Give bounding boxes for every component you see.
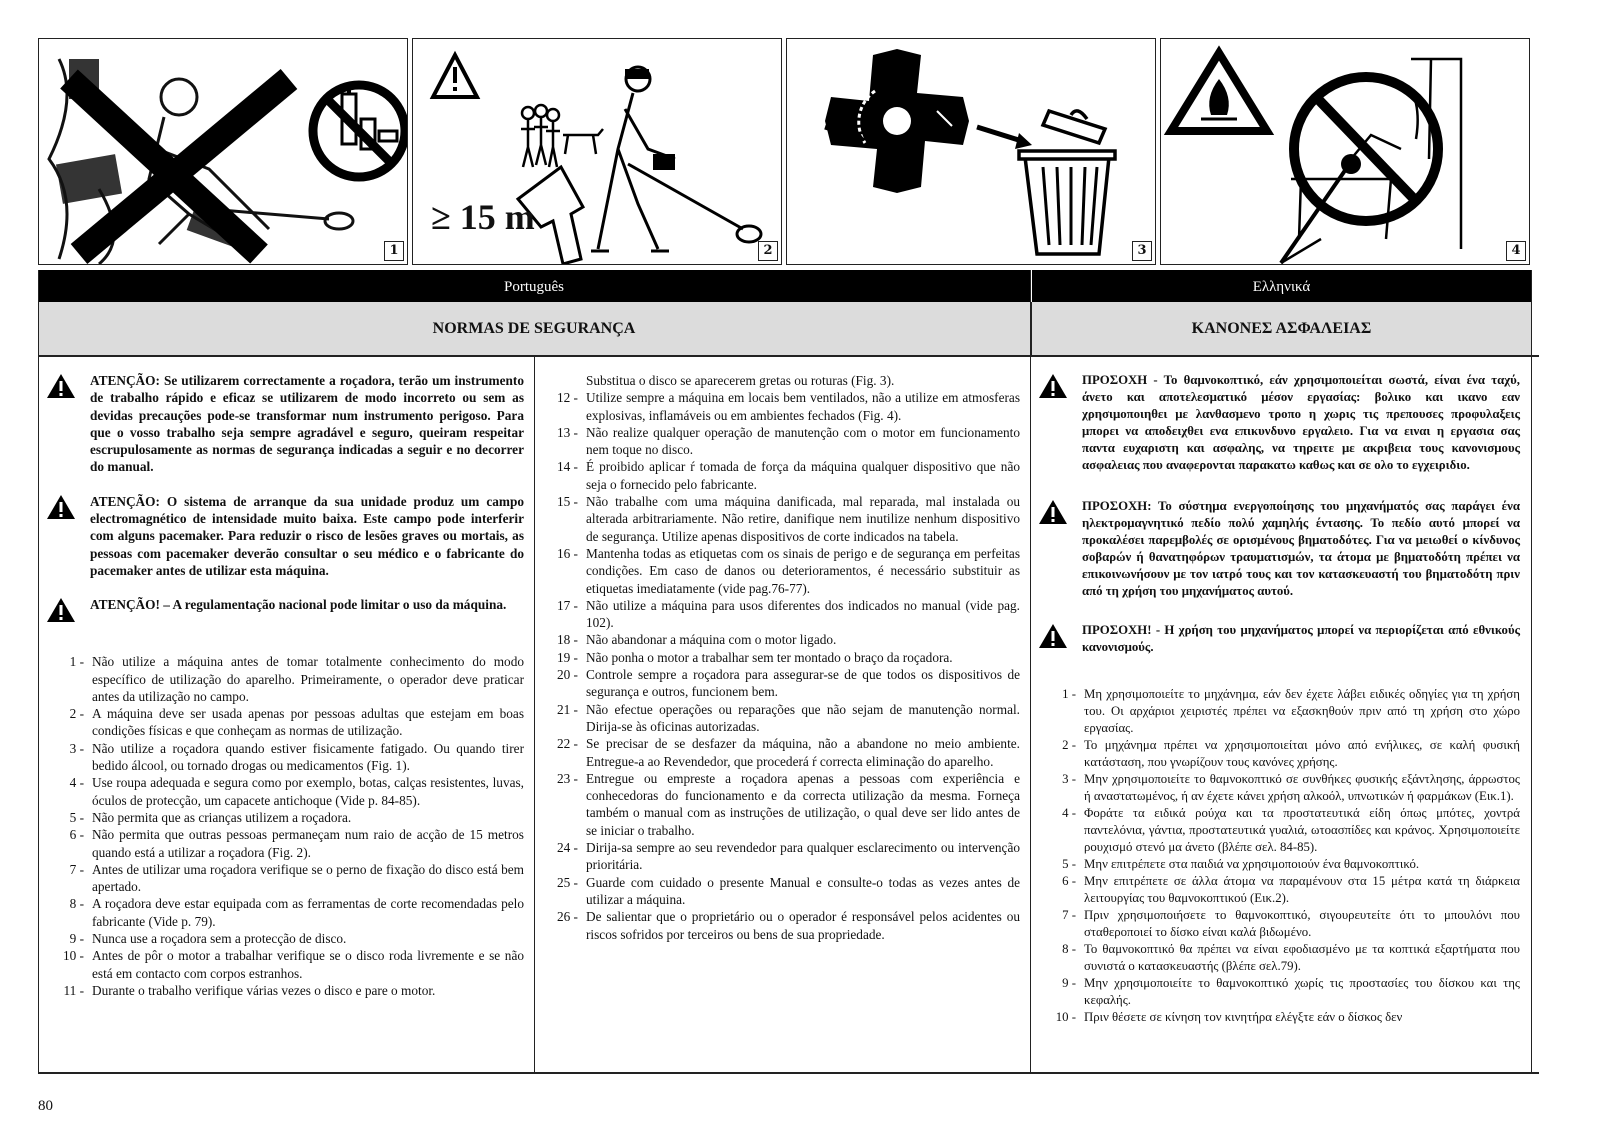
figure-number: 4 (1506, 241, 1526, 261)
list-item (540, 493, 1020, 545)
item-number: 23 - (556, 770, 578, 786)
item-text: Μην χρησιμοποιείτε το θαμνοκοπτικό χωρίς τις προστασίες του δίσκου και της κεφαλής. (1084, 976, 1520, 1007)
item-text: Nunca use a roçadora sem a protecção de disco. (92, 931, 347, 947)
list-item (1038, 873, 1520, 907)
item-number: 20 - (556, 667, 578, 683)
item-text: É proibido aplicar ŕ tomada de força da máquina qualquer dispositivo que não seja o fornecido pelo fabricante. (586, 459, 1020, 492)
item-text: Não utilize a máquina para usos diferentes dos indicados no manual (vide pag. 102). (586, 597, 1020, 631)
list-item (540, 597, 1020, 632)
item-text: Não permita que as crianças utilizem a roçadora. (92, 809, 352, 825)
item-number: 24 - (556, 840, 578, 856)
portuguese-column-right (540, 372, 1020, 943)
item-text: Antes de pôr o motor a trabalhar verifique se o disco roda livremente e se não está em contacto com corpos estranhos. (92, 948, 524, 981)
item-text: Durante o trabalho verifique várias vezes o disco e pare o motor. (92, 982, 436, 998)
item-number: 6 - (1062, 874, 1076, 888)
item-number: 16 - (556, 545, 578, 561)
figure-2 (412, 38, 782, 265)
list-item (46, 861, 524, 896)
list-item (1038, 1009, 1520, 1026)
list-item (540, 770, 1020, 839)
item-number: 8 - (69, 896, 84, 912)
item-number: 22 - (556, 736, 578, 752)
item-number: 2 - (1062, 738, 1076, 752)
divider (1531, 270, 1532, 1073)
divider (38, 270, 39, 1073)
item-text: Não utilize a roçadora quando estiver fisicamente fatigado. Ou quando tirer bedido álcool, ou tornado drogas ou medicamentos (Fig. 1). (92, 740, 524, 774)
list-item (46, 895, 524, 930)
figure-1 (38, 38, 408, 265)
item-text: Controle sempre a roçadora para assegurar-se de que todos os dispositivos de segurança e outros, funcionem bem. (586, 667, 1020, 700)
item-text: Se precisar de se desfazer da máquina, não a abandone no meio ambiente. Entregue-a ao Revendedor, que procederá ŕ correcta eliminação do aparelho. (586, 736, 1020, 769)
item-number: 14 - (556, 459, 578, 475)
warning-block (1038, 372, 1520, 474)
item-number: 9 - (69, 931, 84, 947)
list-item (540, 666, 1020, 701)
list-item (540, 649, 1020, 666)
figure-3 (786, 38, 1156, 265)
list-item (46, 826, 524, 861)
figure-number: 2 (758, 241, 778, 261)
figure-4 (1160, 38, 1530, 265)
item-number: 13 - (556, 424, 578, 440)
page-number: 80 (38, 1098, 53, 1114)
list-item (540, 874, 1020, 909)
list-item (540, 631, 1020, 648)
item-number: 2 - (69, 706, 84, 722)
list-item (1038, 686, 1520, 737)
item-number: 5 - (69, 809, 84, 825)
item-text: Μη χρησιμοποιείτε το μηχάνημα, εάν δεν έχετε λάβει ειδικές οδηγίες για τη χρήση του. Οι αρχάριοι χειριστές πρέπει να εξασκηθούν πριν από τη χρήση στο χώρο εργασίας. (1084, 687, 1520, 735)
list-item (540, 908, 1020, 943)
figure-number: 1 (384, 241, 404, 261)
item-text: Não permita que outras pessoas permaneçam num raio de acção de 15 metros quando está a utilizar a roçadora (Fig. 2). (92, 827, 524, 860)
item-number: 25 - (556, 874, 578, 890)
list-item (1038, 805, 1520, 856)
item-number: 5 - (1062, 857, 1076, 871)
item-text: Μην επιτρέπετε στα παιδιά να χρησιμοποιούν ένα θαμνοκοπτικό. (1084, 857, 1420, 871)
warning-icon (46, 597, 76, 623)
replace-cracked-disc-icon (787, 39, 1155, 264)
list-item (1038, 941, 1520, 975)
section-title-portuguese: NORMAS DE SEGURANÇA (38, 302, 1030, 356)
list-item (540, 735, 1020, 770)
item-text: Το μηχάνημα πρέπει να χρησιμοποιείται μόνο από ενήλικες, σε καλή φυσική κατάσταση, που γνωρίζουν τους κανόνες χρήσης. (1084, 738, 1520, 769)
item-number: 15 - (556, 494, 578, 510)
item-text: Entregue ou empreste a roçadora apenas a pessoas com experiência e conhecedoras do funcionamento e da correcta utilização da mesma. Forneça também o manual com as instruções de utilização, o qual deve ser lido antes de se iniciar o trabalho. (586, 770, 1020, 838)
warning-text: ATENÇÃO: Se utilizarem correctamente a roçadora, terão um instrumento de trabalho rápido e eficaz se utilizarem de modo incorreto ou sem as devidas precauções pode-se transformar num instrumento perigoso. Para que o vosso trabalho seja sempre agradável e seguro, queiram respeitar escrupulosamente as normas de segurança indicadas a seguir e no decorrer do manual. (90, 373, 524, 475)
portuguese-column-left (46, 372, 524, 999)
warning-text: ΠΡΟΣΟΧΗ - Το θαμνοκοπτικό, εάν χρησιμοποιείται σωστά, είναι ένα ταχύ, άνετο και αποτελεσματικό μέσον εργασίας: βολικο και ικανο εαν χρησιμοποιηθει με λανθασμενο τροπο η χωρις τις πρεπουσες προφυλαξεις μπορει να αποδειχθει ενα επικυνδυνο εργαλειο. Για να ειναι η εργασια σας παντα ευχαριστη και ασφαλης, να τηρειτε με ακριβεια τους κανονισμους ασφαλειας που αναφερονται παρακατω καθως και σε ολο το εγχειριδιο. (1082, 373, 1520, 472)
list-item (46, 774, 524, 809)
item-text: Μην επιτρέπετε σε άλλα άτομα να παραμένουν στα 15 μέτρα κατά τη διάρκεια λειτουργίας του θαμνοκοπτικού (Εικ.2). (1084, 874, 1520, 905)
list-item (540, 701, 1020, 736)
warning-icon (46, 494, 76, 520)
item-text: Não efectue operações ou reparações que não sejam de manutenção normal. Dirija-se às oficinas autorizadas. (586, 701, 1020, 734)
item-text: Não trabalhe com uma máquina danificada, mal reparada, mal instalada ou alterada arbitrariamente. Não retire, danifique nem inutilize nenhum dispositivo de segurança. Utilize apenas dispositivos de corte indicados na tabela. (586, 494, 1020, 544)
list-item (46, 705, 524, 740)
item-text: Το θαμνοκοπτικό θα πρέπει να είναι εφοδιασμένο με τα κοπτικά εξαρτήματα που συνιστά ο κατασκευαστής (βλέπε σελ.79). (1084, 942, 1520, 973)
item-number: 4 - (1062, 806, 1076, 820)
list-item (540, 458, 1020, 493)
continuation-text: Substitua o disco se aparecerem gretas ou roturas (Fig. 3). (586, 373, 895, 388)
list-item (540, 545, 1020, 597)
item-number: 6 - (69, 827, 84, 843)
warning-block (46, 596, 524, 623)
divider (1030, 270, 1031, 1073)
warning-icon (46, 373, 76, 399)
item-text: Utilize sempre a máquina em locais bem ventilados, não a utilize em atmosferas explosivas, inflamáveis ou em ambientes fechados (Fig. 4). (586, 390, 1020, 423)
item-number: 3 - (1062, 772, 1076, 786)
item-text: Use roupa adequada e segura como por exemplo, botas, calças resistentes, luvas, óculos de protecção, um capacete antichoque (Vide p. 84-85). (92, 775, 524, 808)
item-number: 12 - (556, 390, 578, 406)
list-item (46, 809, 524, 826)
item-text: Μην χρησιμοποιείτε το θαμνοκοπτικό σε συνθήκες φυσικής εξάντλησης, άρρωστος ή αναστατωμένος, ή αν έχετε κάνει χρήση αλκοόλ, υπνωτικών ή φαρμάκων (Εικ.1). (1084, 772, 1520, 803)
list-item (540, 839, 1020, 874)
item-number: 10 - (1055, 1010, 1076, 1024)
item-number: 17 - (556, 597, 578, 613)
list-item (1038, 856, 1520, 873)
list-item (46, 740, 524, 775)
warning-block (46, 493, 524, 579)
warning-text: ΠΡΟΣΟΧΗ! - Η χρήση του μηχανήματος μπορεί να περιορίζεται από εθνικούς κανονισμούς. (1082, 623, 1520, 654)
warning-text: ΠΡΟΣΟΧΗ: Το σύστημα ενεργοποίησης του μηχανήματός σας παράγει ένα ηλεκτρομαγνητικό πεδίο πολύ χαμηλής έντασης. Το πεδίο αυτό μπορεί να προκαλέσει παρεμβολές σε ορισμένους βηματοδότες. Για να μειωθεί ο κίνδυνος σοβαρών ή θανατηφόρων τραυματισμών, τα άτομα με βηματοδότη πρέπει να επικοινωνήσουν με τον ιατρό τους και τον κατασκευαστή του βηματοδότη πριν από τη χρήση του μηχανήματος αυτού. (1082, 499, 1520, 598)
item-text: Não ponha o motor a trabalhar sem ter montado o braço da roçadora. (586, 649, 953, 665)
warning-text: ATENÇÃO: O sistema de arranque da sua unidade produz um campo electromagnético de intensidade muito baixa. Este campo pode interferir com alguns pacemaker. Para reduzir o risco de lesões graves ou mortais, as pessoas com pacemaker deverão consultar o seu médico e o fabricante do pacemaker antes de utilizar esta máquina. (90, 493, 524, 578)
list-item (1038, 771, 1520, 805)
warning-icon (1038, 499, 1068, 525)
item-number: 7 - (69, 861, 84, 877)
divider (38, 1072, 1539, 1074)
greek-column (1038, 372, 1520, 1026)
item-text: Mantenha todas as etiquetas com os sinais de perigo e de segurança em perfeitas condições. Em caso de danos ou deterioramentos, é necessário substituir as etiquetas imediatamente (vide pag.76-77). (586, 545, 1020, 596)
item-number: 1 - (69, 654, 84, 670)
item-text: Πριν χρησιμοποιήσετε το θαμνοκοπτικό, σιγουρευτείτε ότι το μπουλόνι που σταθεροποιεί το δίσκο είναι καλά βιδωμένο. (1084, 908, 1520, 939)
item-number: 21 - (556, 701, 578, 717)
item-text: Dirija-sa sempre ao seu revendedor para qualquer esclarecimento ou intervenção prioritária. (586, 840, 1020, 873)
warning-block (1038, 622, 1520, 656)
divider (38, 355, 1539, 357)
warning-block (1038, 498, 1520, 600)
item-text: De salientar que o proprietário ou o operador é responsável pelos acidentes ou riscos sofridos por terceiros ou bens de sua propriedade. (586, 909, 1020, 942)
warning-icon (1038, 623, 1068, 649)
distance-label: ≥ 15 m (431, 197, 535, 237)
item-text: Não realize qualquer operação de manutenção com o motor em funcionamento nem toque no disco. (586, 424, 1020, 458)
item-number: 3 - (69, 740, 84, 756)
list-item (540, 389, 1020, 424)
list-item (540, 424, 1020, 459)
list-item (46, 653, 524, 705)
warning-block (46, 372, 524, 476)
no-alcohol-drugs-fatigue-icon (39, 39, 407, 264)
item-number: 1 - (1062, 687, 1076, 701)
language-header-greek: Ελληνικά (1031, 270, 1531, 302)
item-text: A máquina deve ser usada apenas por pessoas adultas que estejam em boas condições físicas e que conheçam as normas de utilização. (92, 706, 524, 739)
item-text: Antes de utilizar uma roçadora verifique se o perno de fixação do disco está bem apertado. (92, 861, 524, 895)
item-text: A roçadora deve estar equipada com as ferramentas de corte recomendadas pelo fabricante (Vide p. 79). (92, 896, 524, 929)
section-title-greek: ΚΑΝΟΝΕΣ ΑΣΦΑΛΕΙΑΣ (1031, 302, 1531, 356)
list-item (1038, 975, 1520, 1009)
item-number: 19 - (556, 649, 578, 665)
item-text: Φοράτε τα ειδικά ρούχα και τα προστατευτικά είδη όπως μπότες, χοντρά παντελόνια, γάντια, προστατευτικά γυαλιά, ωτοασπίδες και κράνος. Χρησιμοποιείτε ρουχισμό στενό μα άνετο (βλέπε σελ. 84-85). (1084, 806, 1520, 854)
list-item (46, 982, 524, 999)
item-number: 8 - (1062, 942, 1076, 956)
item-number: 9 - (1062, 976, 1076, 990)
list-item (46, 947, 524, 982)
item-text: Πριν θέσετε σε κίνηση τον κινητήρα ελέγξτε εάν ο δίσκος δεν (1084, 1010, 1403, 1024)
item-number: 7 - (1062, 908, 1076, 922)
list-item (46, 930, 524, 947)
no-explosive-atmosphere-icon (1161, 39, 1529, 264)
item-number: 26 - (556, 909, 578, 925)
item-number: 4 - (69, 775, 84, 791)
item-text: Não abandonar a máquina com o motor ligado. (586, 632, 837, 648)
warning-text: ATENÇÃO! – A regulamentação nacional pode limitar o uso da máquina. (90, 597, 507, 613)
item-number: 10 - (62, 948, 84, 964)
item-text: Não utilize a máquina antes de tomar totalmente conhecimento do modo específico de utilização do aparelho. Primeiramente, o operador deve praticar antes da utilização no campo. (92, 654, 524, 704)
item-number: 11 - (63, 982, 84, 998)
item-number: 18 - (556, 632, 578, 648)
item-text: Guarde com cuidado o presente Manual e consulte-o todas as vezes antes de utilizar a máquina. (586, 874, 1020, 907)
warning-icon (1038, 373, 1068, 399)
list-item (1038, 737, 1520, 771)
list-item (1038, 907, 1520, 941)
figure-number: 3 (1132, 241, 1152, 261)
divider (534, 356, 535, 1073)
language-header-portuguese: Português (38, 270, 1030, 302)
